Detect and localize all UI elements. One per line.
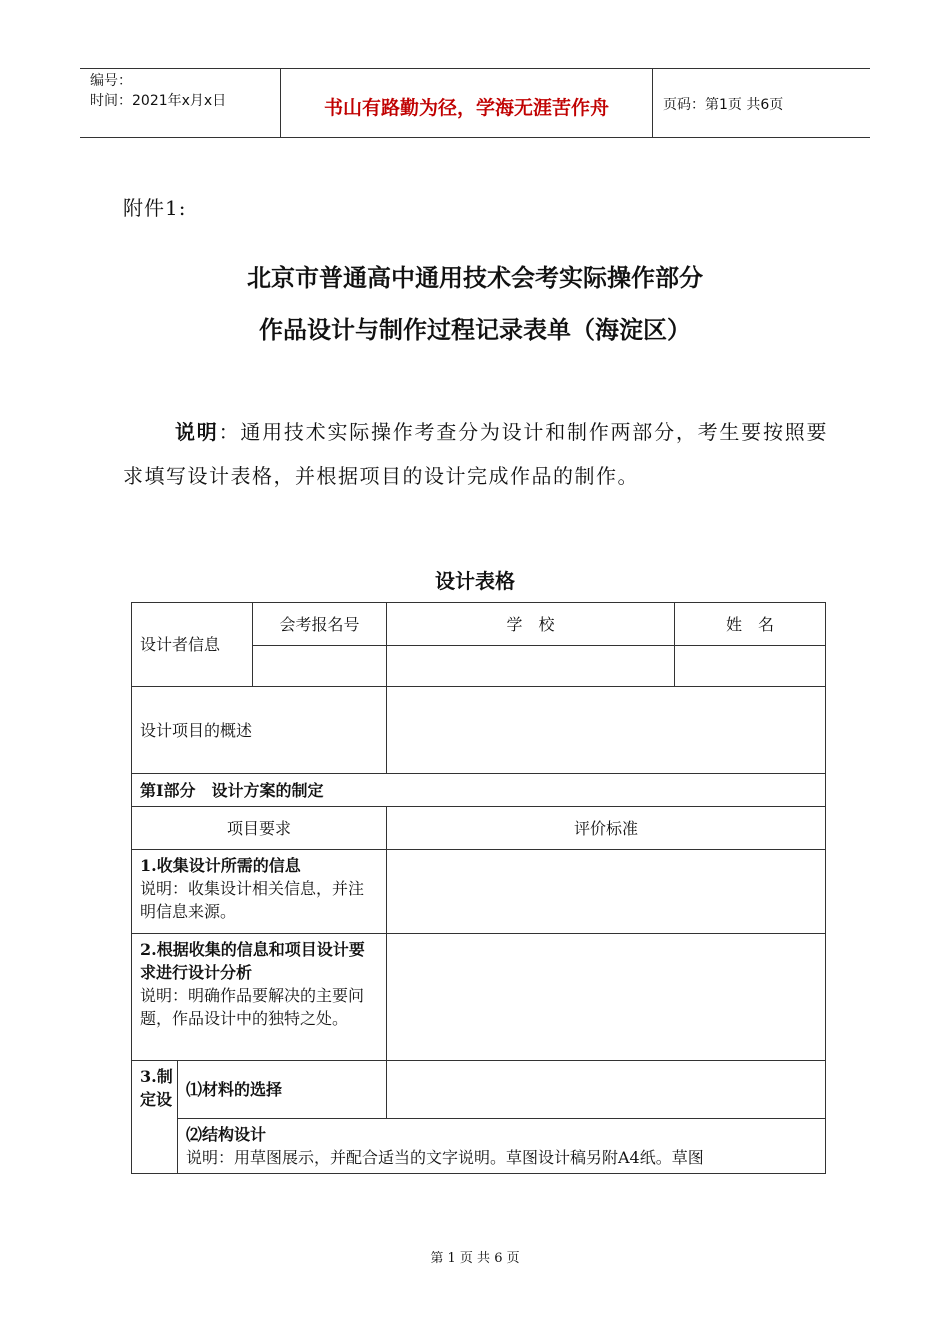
header-motto: 书山有路勤为径，学海无涯苦作舟 xyxy=(281,69,653,137)
part1-heading: 第Ⅰ部分 设计方案的制定 xyxy=(132,774,826,807)
name-cell[interactable] xyxy=(675,646,826,687)
header-meta xyxy=(80,69,281,137)
time-label: 时间：2021年x月x日 xyxy=(90,93,227,109)
item2-requirement xyxy=(132,934,387,1061)
item3-1-cell[interactable] xyxy=(387,1061,826,1119)
item2-criteria-cell[interactable] xyxy=(387,934,826,1061)
exam-no-header: 会考报名号 xyxy=(253,603,387,646)
school-cell[interactable] xyxy=(387,646,675,687)
page-footer: 第 1 页 共 6 页 xyxy=(430,1251,520,1266)
item2-desc: 说明：明确作品要解决的主要问题，作品设计中的独特之处。 xyxy=(140,986,365,1028)
exam-no-cell[interactable] xyxy=(253,646,387,687)
requirement-header: 项目要求 xyxy=(132,807,387,850)
header-page-info: 页码：第1页 共6页 xyxy=(663,97,784,113)
table-title: 设计表格 xyxy=(435,569,515,593)
item3-2-title: ⑵结构设计 xyxy=(186,1125,267,1144)
item1-title: 1.收集设计所需的信息 xyxy=(140,856,301,875)
criteria-header: 评价标准 xyxy=(387,807,826,850)
item3-2-desc: 说明：用草图展示，并配合适当的文字说明。草图设计稿另附A4纸。草图 xyxy=(186,1148,704,1167)
page-header xyxy=(80,68,870,138)
item1-desc: 说明：收集设计相关信息，并注明信息来源。 xyxy=(140,879,365,921)
description-text: ：通用技术实际操作考查分为设计和制作两部分，考生要按照要求填写设计表格，并根据项目的设计完成作品的制作。 xyxy=(123,420,829,488)
project-overview-cell[interactable] xyxy=(387,687,826,774)
item2-title: 2.根据收集的信息和项目设计要求进行设计分析 xyxy=(140,940,365,982)
project-overview-label: 设计项目的概述 xyxy=(132,687,387,774)
item3-label: 3.制定设 xyxy=(132,1061,178,1174)
design-table xyxy=(131,602,826,1174)
document-title-line1: 北京市普通高中通用技术会考实际操作部分 xyxy=(247,263,703,292)
designer-info-label: 设计者信息 xyxy=(132,603,253,687)
item3-1-label: ⑴材料的选择 xyxy=(178,1061,387,1119)
school-header: 学 校 xyxy=(387,603,675,646)
item1-requirement xyxy=(132,850,387,934)
attachment-label: 附件1: xyxy=(123,196,187,220)
item1-criteria-cell[interactable] xyxy=(387,850,826,934)
name-header: 姓 名 xyxy=(675,603,826,646)
number-label: 编号： xyxy=(90,73,132,89)
description-label: 说明 xyxy=(175,420,219,444)
item3-2-cell xyxy=(178,1119,826,1174)
description-paragraph xyxy=(123,410,828,498)
document-title-line2: 作品设计与制作过程记录表单（海淀区） xyxy=(259,315,691,344)
